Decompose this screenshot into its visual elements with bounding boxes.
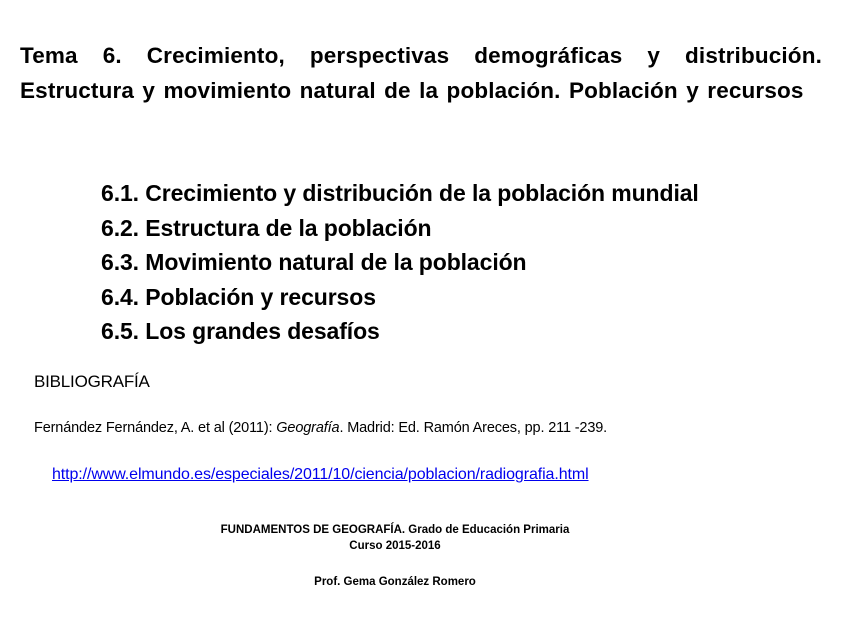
- reference-publisher: . Madrid: Ed. Ramón Areces, pp. 211 -239.: [339, 420, 608, 436]
- bibliography-reference: [34, 418, 607, 438]
- footer-year: Curso 2015-2016: [349, 540, 441, 552]
- topic-item: 6.2. Estructura de la población: [101, 214, 432, 241]
- reference-work-title: Geografía: [276, 420, 340, 436]
- topic-item: 6.5. Los grandes desafíos: [101, 318, 380, 344]
- footer-course: FUNDAMENTOS DE GEOGRAFÍA. Grado de Educación Primaria: [220, 524, 570, 536]
- reference-link[interactable]: http://www.elmundo.es/especiales/2011/10/ciencia/poblacion/radiografia.html: [52, 466, 589, 483]
- bibliography-heading: BIBLIOGRAFÍA: [34, 372, 150, 391]
- reference-authors: Fernández Fernández, A. et al (2011):: [34, 420, 277, 436]
- topic-item: 6.1. Crecimiento y distribución de la población mundial: [101, 180, 699, 206]
- footer-professor: Prof. Gema González Romero: [314, 576, 476, 588]
- topic-list: [101, 176, 699, 349]
- topic-item: 6.4. Población y recursos: [101, 283, 376, 310]
- topic-item: 6.3. Movimiento natural de la población: [101, 249, 527, 275]
- slide-title: Tema 6. Crecimiento, perspectivas demográficas y distribución. Estructura y movimiento natural de la población. Población y recursos: [20, 43, 822, 103]
